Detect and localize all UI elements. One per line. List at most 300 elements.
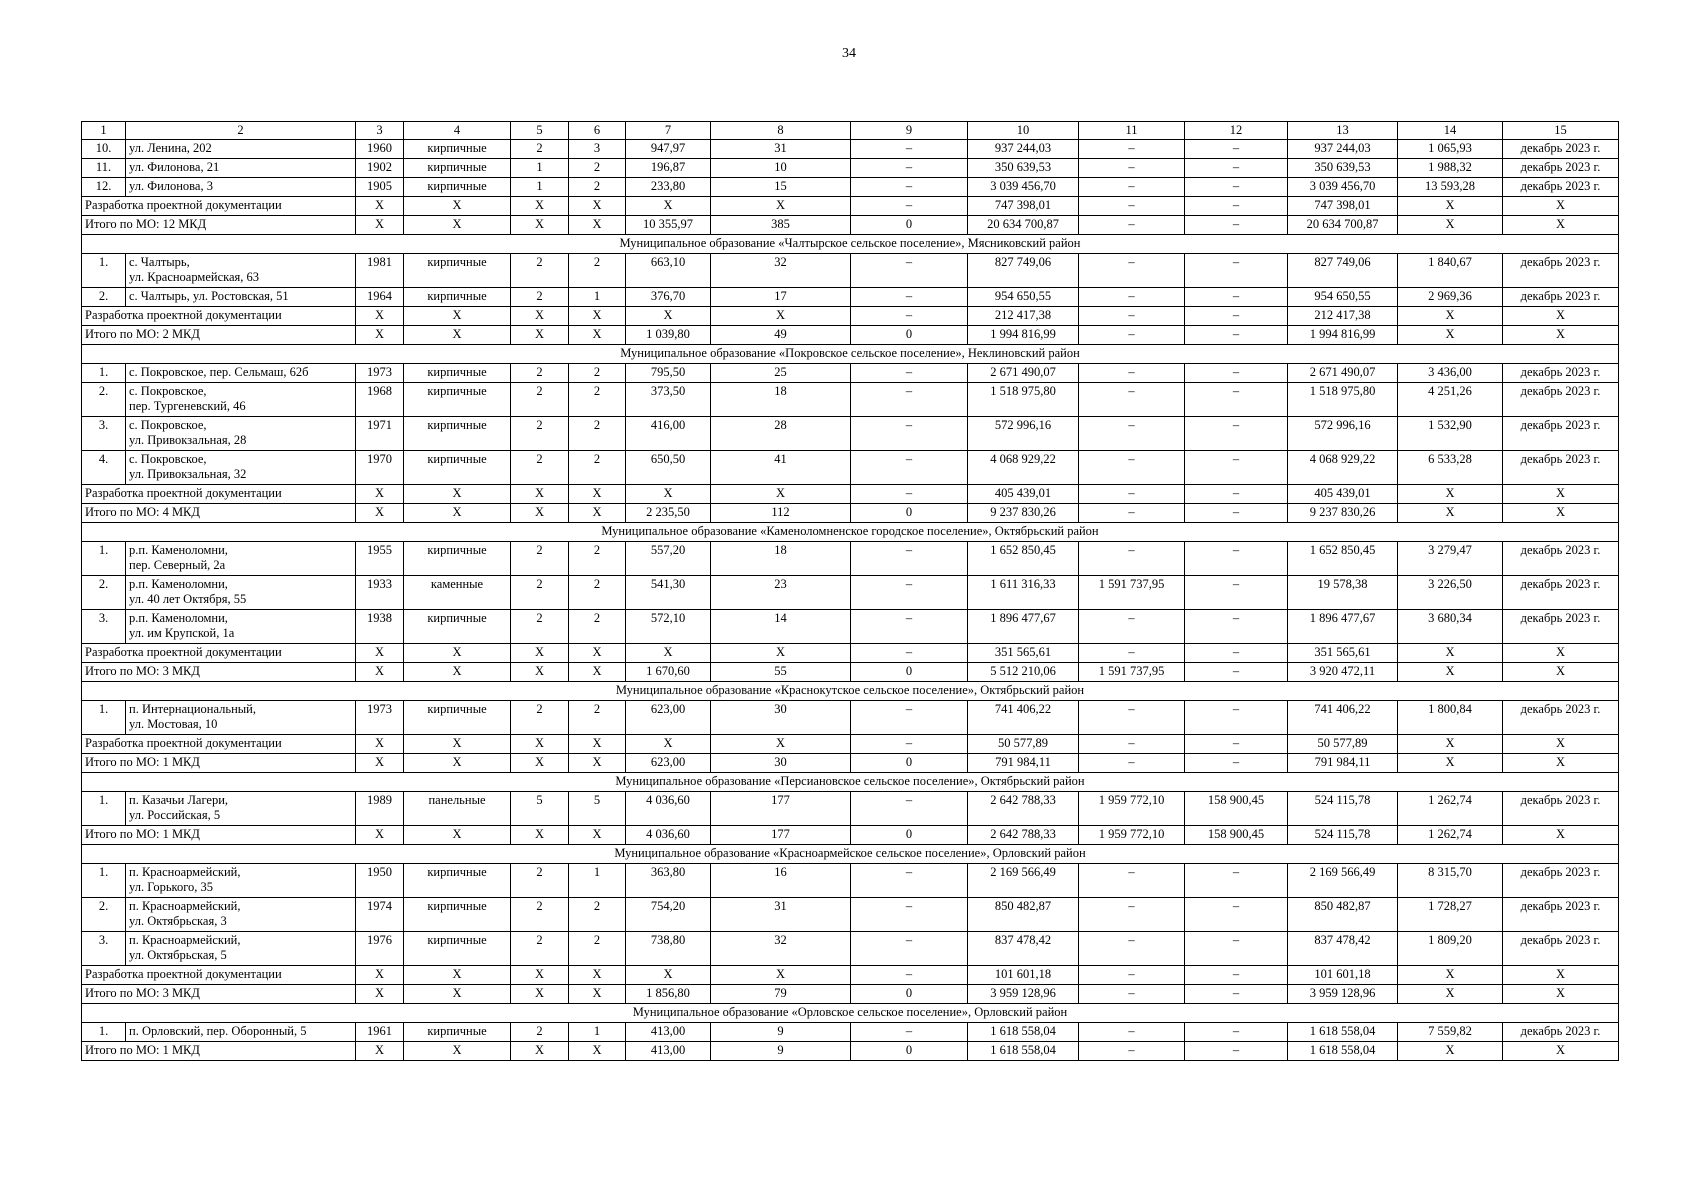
cell-c14: X <box>1398 197 1503 216</box>
cell-c5: 2 <box>511 288 569 307</box>
cell-c14: 3 226,50 <box>1398 576 1503 610</box>
cell-c3: X <box>356 985 404 1004</box>
cell-c6: 1 <box>569 288 626 307</box>
cell-c14: 1 262,74 <box>1398 826 1503 845</box>
cell-c13: 3 920 472,11 <box>1288 663 1398 682</box>
cell-c12: – <box>1185 754 1288 773</box>
cell-c15: X <box>1503 663 1619 682</box>
header-row <box>82 122 1619 140</box>
cell-c15: декабрь 2023 г. <box>1503 254 1619 288</box>
cell-c6: X <box>569 504 626 523</box>
cell-c9: – <box>851 864 968 898</box>
cell-c11: – <box>1079 932 1185 966</box>
building-row <box>82 254 1619 288</box>
cell-c4: кирпичные <box>404 701 511 735</box>
cell-c11: – <box>1079 307 1185 326</box>
cell-c14: X <box>1398 485 1503 504</box>
cell-c15: декабрь 2023 г. <box>1503 576 1619 610</box>
cell-c6: X <box>569 826 626 845</box>
section-title: Муниципальное образование «Орловское сельское поселение», Орловский район <box>82 1004 1619 1023</box>
cell-c14: 3 436,00 <box>1398 364 1503 383</box>
address-cell: ул. Филонова, 21 <box>126 159 356 178</box>
cell-c13: 791 984,11 <box>1288 754 1398 773</box>
cell-c3: X <box>356 326 404 345</box>
cell-c6: 1 <box>569 1023 626 1042</box>
cell-c11: – <box>1079 197 1185 216</box>
cell-c9: – <box>851 898 968 932</box>
cell-c14: 4 251,26 <box>1398 383 1503 417</box>
cell-c7: X <box>626 197 711 216</box>
section-row <box>82 845 1619 864</box>
cell-c4: панельные <box>404 792 511 826</box>
total-label: Разработка проектной документации <box>82 735 356 754</box>
cell-c9: 0 <box>851 663 968 682</box>
cell-c6: 2 <box>569 576 626 610</box>
cell-c9: – <box>851 254 968 288</box>
cell-c7: 541,30 <box>626 576 711 610</box>
building-row <box>82 364 1619 383</box>
cell-c5: 2 <box>511 254 569 288</box>
header-cell: 2 <box>126 122 356 140</box>
cell-c8: 14 <box>711 610 851 644</box>
cell-c12: – <box>1185 451 1288 485</box>
cell-c5: 2 <box>511 383 569 417</box>
cell-c3: 1968 <box>356 383 404 417</box>
cell-c4: X <box>404 1042 511 1061</box>
section-row <box>82 345 1619 364</box>
address-cell: р.п. Каменоломни, ул. им Крупской, 1а <box>126 610 356 644</box>
section-row <box>82 682 1619 701</box>
cell-c12: – <box>1185 864 1288 898</box>
cell-c11: – <box>1079 326 1185 345</box>
cell-c7: X <box>626 644 711 663</box>
cell-c10: 747 398,01 <box>968 197 1079 216</box>
cell-c9: – <box>851 576 968 610</box>
cell-c12: – <box>1185 542 1288 576</box>
cell-c13: 572 996,16 <box>1288 417 1398 451</box>
cell-c7: 650,50 <box>626 451 711 485</box>
row-number: 10. <box>82 140 126 159</box>
cell-c6: 2 <box>569 159 626 178</box>
cell-c15: декабрь 2023 г. <box>1503 864 1619 898</box>
cell-c6: 1 <box>569 864 626 898</box>
cell-c6: X <box>569 307 626 326</box>
cell-c11: – <box>1079 864 1185 898</box>
cell-c15: декабрь 2023 г. <box>1503 178 1619 197</box>
cell-c6: X <box>569 326 626 345</box>
cell-c9: 0 <box>851 326 968 345</box>
section-title: Муниципальное образование «Покровское сельское поселение», Неклиновский район <box>82 345 1619 364</box>
cell-c5: X <box>511 307 569 326</box>
cell-c10: 741 406,22 <box>968 701 1079 735</box>
building-row <box>82 792 1619 826</box>
cell-c6: 2 <box>569 610 626 644</box>
cell-c13: 1 896 477,67 <box>1288 610 1398 644</box>
address-cell: п. Интернациональный, ул. Мостовая, 10 <box>126 701 356 735</box>
address-cell: с. Покровское, пер. Тургеневский, 46 <box>126 383 356 417</box>
cell-c7: 416,00 <box>626 417 711 451</box>
row-number: 4. <box>82 451 126 485</box>
total-row <box>82 663 1619 682</box>
cell-c11: – <box>1079 383 1185 417</box>
cell-c5: X <box>511 504 569 523</box>
cell-c12: – <box>1185 254 1288 288</box>
total-label: Итого по МО: 3 МКД <box>82 985 356 1004</box>
cell-c11: – <box>1079 504 1185 523</box>
header-cell: 10 <box>968 122 1079 140</box>
cell-c7: 196,87 <box>626 159 711 178</box>
cell-c14: X <box>1398 966 1503 985</box>
total-label: Итого по МО: 1 МКД <box>82 826 356 845</box>
cell-c3: 1955 <box>356 542 404 576</box>
cell-c12: – <box>1185 898 1288 932</box>
cell-c11: – <box>1079 417 1185 451</box>
cell-c3: 1989 <box>356 792 404 826</box>
cell-c6: X <box>569 663 626 682</box>
building-row <box>82 1023 1619 1042</box>
cell-c8: 17 <box>711 288 851 307</box>
cell-c4: X <box>404 216 511 235</box>
header-cell: 3 <box>356 122 404 140</box>
cell-c3: 1938 <box>356 610 404 644</box>
cell-c14: X <box>1398 504 1503 523</box>
cell-c10: 572 996,16 <box>968 417 1079 451</box>
row-number: 2. <box>82 576 126 610</box>
cell-c8: 41 <box>711 451 851 485</box>
cell-c10: 2 642 788,33 <box>968 826 1079 845</box>
cell-c12: – <box>1185 364 1288 383</box>
cell-c9: 0 <box>851 985 968 1004</box>
cell-c5: X <box>511 644 569 663</box>
row-number: 1. <box>82 542 126 576</box>
cell-c13: 1 994 816,99 <box>1288 326 1398 345</box>
cell-c4: X <box>404 754 511 773</box>
cell-c10: 791 984,11 <box>968 754 1079 773</box>
cell-c9: – <box>851 644 968 663</box>
cell-c11: – <box>1079 754 1185 773</box>
header-cell: 15 <box>1503 122 1619 140</box>
cell-c14: 1 262,74 <box>1398 792 1503 826</box>
cell-c15: X <box>1503 754 1619 773</box>
cell-c8: 25 <box>711 364 851 383</box>
cell-c13: 350 639,53 <box>1288 159 1398 178</box>
cell-c9: 0 <box>851 826 968 845</box>
cell-c3: X <box>356 663 404 682</box>
cell-c4: X <box>404 644 511 663</box>
cell-c15: X <box>1503 326 1619 345</box>
cell-c12: – <box>1185 159 1288 178</box>
row-number: 2. <box>82 383 126 417</box>
cell-c7: 738,80 <box>626 932 711 966</box>
cell-c12: – <box>1185 985 1288 1004</box>
cell-c7: 2 235,50 <box>626 504 711 523</box>
cell-c15: декабрь 2023 г. <box>1503 159 1619 178</box>
cell-c14: X <box>1398 326 1503 345</box>
cell-c9: – <box>851 159 968 178</box>
cell-c9: – <box>851 197 968 216</box>
cell-c7: 233,80 <box>626 178 711 197</box>
cell-c8: X <box>711 307 851 326</box>
total-label: Итого по МО: 4 МКД <box>82 504 356 523</box>
cell-c10: 3 959 128,96 <box>968 985 1079 1004</box>
cell-c11: – <box>1079 644 1185 663</box>
cell-c5: X <box>511 826 569 845</box>
cell-c9: – <box>851 417 968 451</box>
cell-c3: X <box>356 1042 404 1061</box>
cell-c10: 1 896 477,67 <box>968 610 1079 644</box>
cell-c4: X <box>404 663 511 682</box>
cell-c12: – <box>1185 610 1288 644</box>
total-row <box>82 644 1619 663</box>
cell-c8: 112 <box>711 504 851 523</box>
cell-c13: 3 959 128,96 <box>1288 985 1398 1004</box>
total-row <box>82 826 1619 845</box>
cell-c11: – <box>1079 735 1185 754</box>
row-number: 1. <box>82 792 126 826</box>
cell-c13: 524 115,78 <box>1288 792 1398 826</box>
cell-c8: 15 <box>711 178 851 197</box>
cell-c14: 1 532,90 <box>1398 417 1503 451</box>
cell-c14: 13 593,28 <box>1398 178 1503 197</box>
cell-c10: 351 565,61 <box>968 644 1079 663</box>
cell-c7: 413,00 <box>626 1042 711 1061</box>
header-cell: 7 <box>626 122 711 140</box>
cell-c6: X <box>569 966 626 985</box>
cell-c12: – <box>1185 932 1288 966</box>
cell-c10: 2 169 566,49 <box>968 864 1079 898</box>
cell-c3: 1960 <box>356 140 404 159</box>
cell-c11: – <box>1079 898 1185 932</box>
cell-c7: 1 856,80 <box>626 985 711 1004</box>
cell-c7: 557,20 <box>626 542 711 576</box>
cell-c7: 663,10 <box>626 254 711 288</box>
cell-c10: 5 512 210,06 <box>968 663 1079 682</box>
cell-c3: 1950 <box>356 864 404 898</box>
cell-c11: – <box>1079 542 1185 576</box>
cell-c4: кирпичные <box>404 254 511 288</box>
cell-c14: 1 988,32 <box>1398 159 1503 178</box>
building-row <box>82 417 1619 451</box>
address-cell: п. Красноармейский, ул. Октябрьская, 3 <box>126 898 356 932</box>
cell-c8: X <box>711 735 851 754</box>
building-row <box>82 864 1619 898</box>
cell-c6: X <box>569 197 626 216</box>
cell-c13: 101 601,18 <box>1288 966 1398 985</box>
cell-c11: – <box>1079 701 1185 735</box>
cell-c7: 363,80 <box>626 864 711 898</box>
cell-c15: декабрь 2023 г. <box>1503 898 1619 932</box>
cell-c11: – <box>1079 1023 1185 1042</box>
cell-c4: кирпичные <box>404 610 511 644</box>
cell-c14: X <box>1398 644 1503 663</box>
cell-c13: 19 578,38 <box>1288 576 1398 610</box>
row-number: 1. <box>82 254 126 288</box>
cell-c12: – <box>1185 1042 1288 1061</box>
cell-c3: X <box>356 735 404 754</box>
building-row <box>82 288 1619 307</box>
cell-c12: – <box>1185 417 1288 451</box>
cell-c10: 50 577,89 <box>968 735 1079 754</box>
cell-c10: 350 639,53 <box>968 159 1079 178</box>
section-title: Муниципальное образование «Краснокутское сельское поселение», Октябрьский район <box>82 682 1619 701</box>
cell-c15: декабрь 2023 г. <box>1503 140 1619 159</box>
cell-c7: 795,50 <box>626 364 711 383</box>
address-cell: п. Орловский, пер. Оборонный, 5 <box>126 1023 356 1042</box>
cell-c5: X <box>511 326 569 345</box>
cell-c13: 4 068 929,22 <box>1288 451 1398 485</box>
cell-c3: X <box>356 485 404 504</box>
cell-c5: 2 <box>511 864 569 898</box>
cell-c15: декабрь 2023 г. <box>1503 701 1619 735</box>
cell-c13: 20 634 700,87 <box>1288 216 1398 235</box>
cell-c10: 850 482,87 <box>968 898 1079 932</box>
cell-c11: – <box>1079 178 1185 197</box>
cell-c13: 1 618 558,04 <box>1288 1023 1398 1042</box>
address-cell: ул. Филонова, 3 <box>126 178 356 197</box>
cell-c15: декабрь 2023 г. <box>1503 288 1619 307</box>
cell-c4: каменные <box>404 576 511 610</box>
cell-c8: 18 <box>711 542 851 576</box>
cell-c7: X <box>626 966 711 985</box>
cell-c8: X <box>711 197 851 216</box>
cell-c7: X <box>626 735 711 754</box>
cell-c10: 1 518 975,80 <box>968 383 1079 417</box>
cell-c13: 850 482,87 <box>1288 898 1398 932</box>
row-number: 11. <box>82 159 126 178</box>
section-title: Муниципальное образование «Чалтырское сельское поселение», Мясниковский район <box>82 235 1619 254</box>
cell-c9: – <box>851 542 968 576</box>
cell-c14: 1 728,27 <box>1398 898 1503 932</box>
cell-c15: X <box>1503 216 1619 235</box>
cell-c4: кирпичные <box>404 383 511 417</box>
cell-c8: 177 <box>711 792 851 826</box>
cell-c12: – <box>1185 140 1288 159</box>
cell-c5: X <box>511 966 569 985</box>
cell-c8: 28 <box>711 417 851 451</box>
address-cell: п. Красноармейский, ул. Горького, 35 <box>126 864 356 898</box>
cell-c3: X <box>356 307 404 326</box>
total-label: Итого по МО: 1 МКД <box>82 1042 356 1061</box>
cell-c6: 2 <box>569 898 626 932</box>
cell-c8: 55 <box>711 663 851 682</box>
cell-c7: 754,20 <box>626 898 711 932</box>
cell-c14: X <box>1398 985 1503 1004</box>
building-row <box>82 178 1619 197</box>
cell-c10: 2 671 490,07 <box>968 364 1079 383</box>
cell-c8: 31 <box>711 898 851 932</box>
cell-c3: X <box>356 966 404 985</box>
cell-c4: кирпичные <box>404 417 511 451</box>
cell-c4: X <box>404 504 511 523</box>
cell-c5: 1 <box>511 159 569 178</box>
cell-c8: 10 <box>711 159 851 178</box>
section-title: Муниципальное образование «Персиановское сельское поселение», Октябрьский район <box>82 773 1619 792</box>
cell-c6: 2 <box>569 254 626 288</box>
cell-c9: – <box>851 288 968 307</box>
cell-c13: 1 618 558,04 <box>1288 1042 1398 1061</box>
building-row <box>82 451 1619 485</box>
cell-c13: 937 244,03 <box>1288 140 1398 159</box>
total-row <box>82 754 1619 773</box>
cell-c7: 413,00 <box>626 1023 711 1042</box>
cell-c5: 2 <box>511 417 569 451</box>
cell-c8: 177 <box>711 826 851 845</box>
cell-c8: 30 <box>711 754 851 773</box>
cell-c14: 6 533,28 <box>1398 451 1503 485</box>
total-row <box>82 307 1619 326</box>
section-row <box>82 523 1619 542</box>
cell-c3: 1981 <box>356 254 404 288</box>
cell-c12: – <box>1185 216 1288 235</box>
cell-c13: 837 478,42 <box>1288 932 1398 966</box>
cell-c8: 9 <box>711 1023 851 1042</box>
header-cell: 8 <box>711 122 851 140</box>
building-row <box>82 932 1619 966</box>
cell-c6: 2 <box>569 383 626 417</box>
cell-c4: кирпичные <box>404 288 511 307</box>
cell-c9: – <box>851 1023 968 1042</box>
cell-c11: – <box>1079 451 1185 485</box>
cell-c9: – <box>851 451 968 485</box>
total-row <box>82 197 1619 216</box>
cell-c15: декабрь 2023 г. <box>1503 932 1619 966</box>
cell-c7: 947,97 <box>626 140 711 159</box>
cell-c9: – <box>851 383 968 417</box>
cell-c10: 9 237 830,26 <box>968 504 1079 523</box>
cell-c7: 1 670,60 <box>626 663 711 682</box>
cell-c12: 158 900,45 <box>1185 792 1288 826</box>
total-label: Итого по МО: 3 МКД <box>82 663 356 682</box>
cell-c13: 2 169 566,49 <box>1288 864 1398 898</box>
cell-c10: 1 618 558,04 <box>968 1042 1079 1061</box>
cell-c9: – <box>851 792 968 826</box>
cell-c11: – <box>1079 364 1185 383</box>
cell-c13: 2 671 490,07 <box>1288 364 1398 383</box>
cell-c15: X <box>1503 826 1619 845</box>
cell-c14: X <box>1398 1042 1503 1061</box>
cell-c8: 32 <box>711 254 851 288</box>
row-number: 2. <box>82 288 126 307</box>
cell-c4: X <box>404 985 511 1004</box>
cell-c14: X <box>1398 216 1503 235</box>
cell-c4: кирпичные <box>404 932 511 966</box>
address-cell: ул. Ленина, 202 <box>126 140 356 159</box>
cell-c5: X <box>511 216 569 235</box>
cell-c6: 5 <box>569 792 626 826</box>
cell-c15: декабрь 2023 г. <box>1503 451 1619 485</box>
cell-c7: 4 036,60 <box>626 792 711 826</box>
section-row <box>82 235 1619 254</box>
cell-c12: – <box>1185 644 1288 663</box>
address-cell: п. Красноармейский, ул. Октябрьская, 5 <box>126 932 356 966</box>
cell-c9: – <box>851 178 968 197</box>
cell-c15: декабрь 2023 г. <box>1503 1023 1619 1042</box>
cell-c11: – <box>1079 985 1185 1004</box>
cell-c13: 405 439,01 <box>1288 485 1398 504</box>
cell-c4: кирпичные <box>404 159 511 178</box>
row-number: 3. <box>82 932 126 966</box>
cell-c13: 9 237 830,26 <box>1288 504 1398 523</box>
cell-c10: 405 439,01 <box>968 485 1079 504</box>
cell-c7: 623,00 <box>626 701 711 735</box>
cell-c3: 1976 <box>356 932 404 966</box>
cell-c8: 9 <box>711 1042 851 1061</box>
cell-c10: 1 652 850,45 <box>968 542 1079 576</box>
cell-c4: X <box>404 735 511 754</box>
cell-c9: – <box>851 610 968 644</box>
cell-c5: 2 <box>511 451 569 485</box>
cell-c15: декабрь 2023 г. <box>1503 610 1619 644</box>
